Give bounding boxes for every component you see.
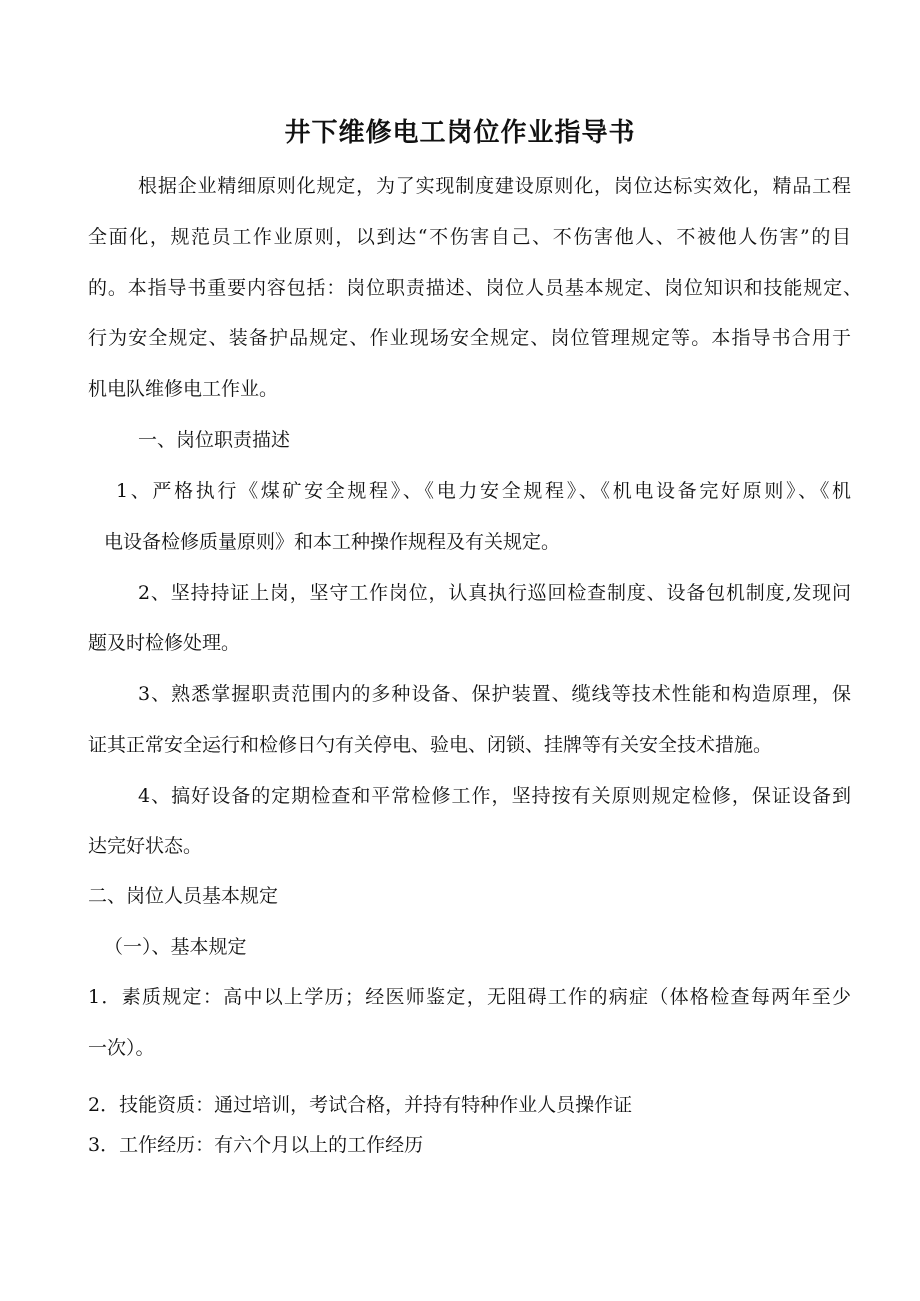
section1-heading: 一、岗位职责描述 — [138, 429, 291, 451]
intro-line-4: 行为安全规定、装备护品规定、作业现场安全规定、岗位管理规定等。本指导书合用于 — [88, 327, 851, 349]
section2-item2: 2．技能资质：通过培训，考试合格，并持有特种作业人员操作证 — [88, 1094, 633, 1116]
section2-heading: 二、岗位人员基本规定 — [88, 885, 279, 907]
section2-item1-line-1: 1．素质规定：高中以上学历；经医师鉴定，无阻碍工作的病症（体格检查每两年至少 — [88, 986, 851, 1008]
intro-line-1: 根据企业精细原则化规定，为了实现制度建设原则化，岗位达标实效化，精品工程 — [138, 175, 851, 197]
section1-item4-line-1: 4、搞好设备的定期检查和平常检修工作，坚持按有关原则规定检修，保证设备到 — [138, 785, 851, 807]
section1-item2-line-2: 题及时检修处理。 — [88, 632, 241, 654]
document-title: 井下维修电工岗位作业指导书 — [284, 118, 636, 148]
section1-item1-line-2: 电设备检修质量原则》和本工种操作规程及有关规定。 — [104, 531, 561, 553]
section1-item1-line-1: 1、严格执行《煤矿安全规程》、《电力安全规程》、《机电设备完好原则》、《机 — [116, 480, 851, 502]
intro-line-5: 机电队维修电工作业。 — [88, 378, 279, 400]
section1-item4-line-2: 达完好状态。 — [88, 835, 203, 857]
section2-subheading: （一）、基本规定 — [104, 936, 247, 958]
section2-item3: 3．工作经历：有六个月以上的工作经历 — [88, 1134, 424, 1156]
section1-item3-line-2: 证其正常安全运行和检修日勺有关停电、验电、闭锁、挂牌等有关安全技术措施。 — [88, 734, 773, 756]
section2-item1-line-2: 一次）。 — [88, 1037, 155, 1059]
section1-item3-line-1: 3、熟悉掌握职责范围内的多种设备、保护装置、缆线等技术性能和构造原理，保 — [138, 683, 851, 705]
section1-item2-line-1: 2、坚持持证上岗，坚守工作岗位，认真执行巡回检查制度、设备包机制度,发现问 — [138, 582, 851, 604]
intro-line-3: 的。本指导书重要内容包括：岗位职责描述、岗位人员基本规定、岗位知识和技能规定、 — [88, 277, 862, 299]
intro-line-2: 全面化，规范员工作业原则，以到达“不伤害自己、不伤害他人、不被他人伤害”的目 — [88, 226, 851, 248]
